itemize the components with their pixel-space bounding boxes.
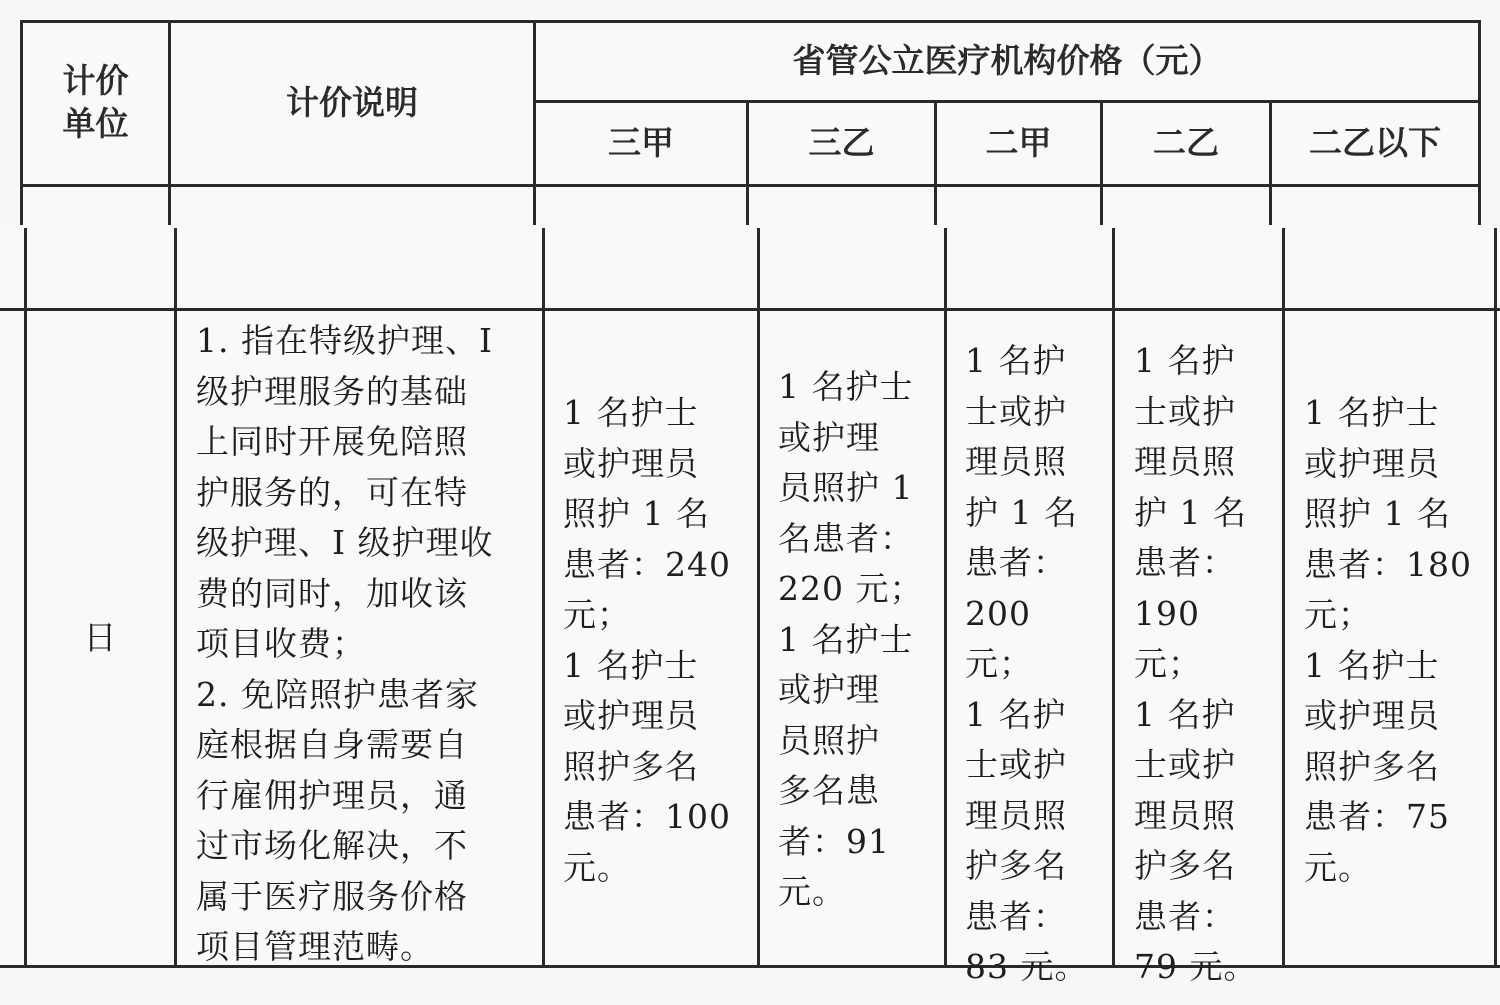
price-cell-sanyi: 1 名护士 或护理 员照护 1 名患者： 220 元； 1 名护士 或护理 员照护 多名患 者：91 元。 xyxy=(778,367,924,911)
description-column-header: 计价说明 xyxy=(286,82,418,122)
lower-right-border xyxy=(1494,228,1497,968)
unit-cell: 日 xyxy=(83,617,118,657)
lower-divider-unit xyxy=(174,228,177,968)
lower-divider-l3 xyxy=(1112,228,1115,968)
price-cell-eryi: 1 名护 士或护 理员照 护 1 名 患者： 190 元； 1 名护 士或护 理员照 护多名 患者： 79 元。 xyxy=(1134,341,1258,986)
price-cell-sanjia: 1 名护士 或护理员 照护 1 名 患者：240 元； 1 名护士 或护理员 照护多名 患者：100 元。 xyxy=(563,393,731,887)
level-header-sanyi: 三乙 xyxy=(808,123,875,163)
level-header-below-eryi: 二乙以下 xyxy=(1309,123,1441,163)
upper-right-border xyxy=(1478,20,1481,225)
lower-divider-l1 xyxy=(757,228,760,968)
header-bottom-rule xyxy=(20,184,1480,187)
body-top-rule xyxy=(0,308,1500,311)
lower-divider-desc xyxy=(542,228,545,968)
price-group-header: 省管公立医疗机构价格（元） xyxy=(792,40,1222,80)
level-header-sanjia: 三甲 xyxy=(608,123,674,163)
price-cell-below-eryi: 1 名护士 或护理员 照护 1 名 患者：180 元； 1 名护士 或护理员 照护多名 患者：75 元。 xyxy=(1304,393,1472,887)
description-cell: 1. 指在特级护理、I 级护理服务的基础 上同时开展免陪照 护服务的，可在特 级护理、I 级护理收 费的同时，加收该 项目收费； 2. 免陪照护患者家 庭根据自身需要自 行雇佣护理员，通 过市场化解决，不 属于医疗服务价格 项目管理范畴。 xyxy=(196,321,494,966)
unit-column-header: 计价 单位 xyxy=(62,61,129,143)
level-header-erjia: 二甲 xyxy=(985,123,1052,163)
lower-divider-l2 xyxy=(944,228,947,968)
lower-divider-l4 xyxy=(1282,228,1285,968)
level-header-eryi: 二乙 xyxy=(1153,123,1219,163)
price-cell-erjia: 1 名护 士或护 理员照 护 1 名 患者： 200 元； 1 名护 士或护 理员照 护多名 患者： 83 元。 xyxy=(965,341,1089,986)
